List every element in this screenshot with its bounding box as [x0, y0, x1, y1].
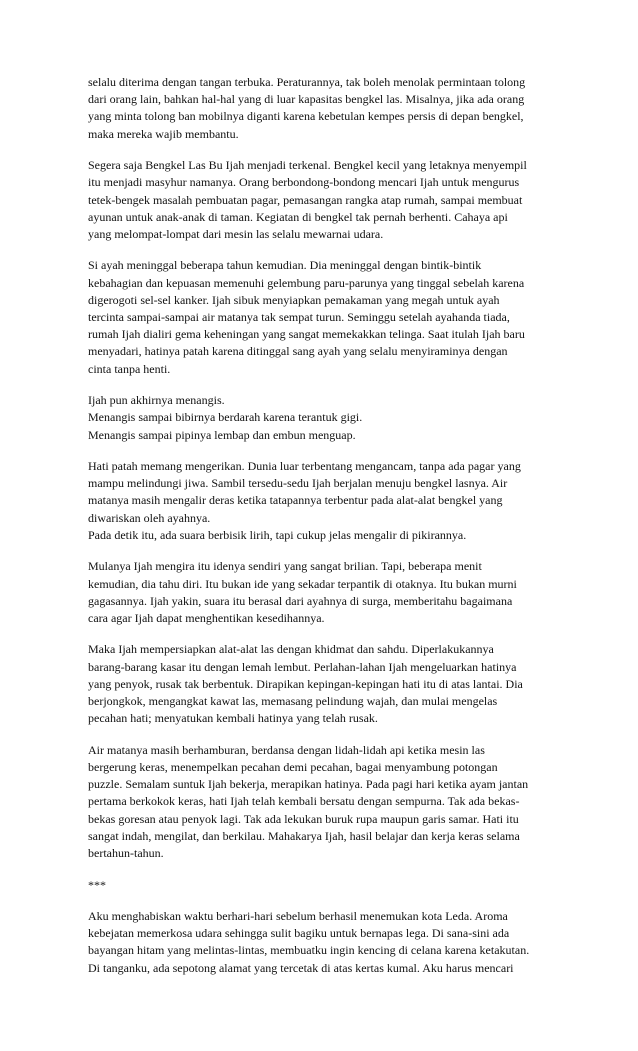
paragraph: selalu diterima dengan tangan terbuka. Peraturannya, tak boleh menolak permintaan tolong dari orang lain, bahkan hal-hal yang di luar kapasitas bengkel las. Misalnya, jika ada orang yang minta tolong ban mobilnya diganti karena kebetulan kempes persis di depan bengkel, maka mereka wajib membantu. — [88, 75, 526, 141]
paragraph: Mulanya Ijah mengira itu idenya sendiri yang sangat brilian. Tapi, beberapa menit kemudian, dia tahu diri. Itu bukan ide yang sekadar terpantik di otaknya. Itu bukan murni gagasannya. Ijah yakin, suara itu berasal dari ayahnya di surga, memberitahu bagaimana cara agar Ijah dapat menghentikan kesedihannya. — [88, 559, 517, 625]
paragraph: Segera saja Bengkel Las Bu Ijah menjadi terkenal. Bengkel kecil yang letaknya menyempil itu menjadi masyhur namanya. Orang berbondong-bondong mencari Ijah untuk mengurus tetek-bengek masalah pembuatan pagar, pemasangan rangka atap rumah, sampai membuat ayunan untuk anak-anak di taman. Kegiatan di bengkel tak pernah berhenti. Cahaya api yang melompat-lompat dari mesin las selalu mewarnai udara. — [88, 158, 527, 241]
paragraph: Si ayah meninggal beberapa tahun kemudian. Dia meninggal dengan bintik-bintik kebahagian dan kepuasan memenuhi gelembung paru-parunya yang tinggal sebelah karena digerogoti sel-sel kanker. Ijah sibuk menyiapkan pemakaman yang megah untuk ayah tercinta sampai-sampai air matanya tak sempat turun. Seminggu setelah ayahanda tiada, rumah Ijah dialiri gema keheningan yang sangat memekakkan telinga. Saat itulah Ijah baru menyadari, hatinya patah karena ditinggal sang ayah yang selalu menyiraminya dengan cinta tanpa henti. — [88, 258, 525, 376]
paragraph: Ijah pun akhirnya menangis. Menangis sampai bibirnya berdarah karena terantuk gigi. Menangis sampai pipinya lembap dan embun menguap. — [88, 393, 363, 442]
section-separator: *** — [88, 877, 106, 892]
paragraph: Maka Ijah mempersiapkan alat-alat las dengan khidmat dan sahdu. Diperlakukannya barang-barang kasar itu dengan lemah lembut. Perlahan-lahan Ijah mengeluarkan hatinya yang penyok, rusak tak berbentuk. Dirapikan kepingan-kepingan hati itu di atas lantai. Dia berjongkok, mengangkat kawat las, memasang pelindung wajah, dan mulai mengelas pecahan hati; menyatukan kembali hatinya yang telah rusak. — [88, 642, 523, 726]
document-page — [88, 74, 558, 991]
paragraph: Aku menghabiskan waktu berhari-hari sebelum berhasil menemukan kota Leda. Aroma kebejatan memerkosa udara sehingga sulit bagiku untuk bernapas lega. Di sana-sini ada bayangan hitam yang melintas-lintas, membuatku ingin kencing di celana karena ketakutan. Di tanganku, ada sepotong alamat yang tercetak di atas kertas kumal. Aku harus mencari — [88, 909, 530, 975]
paragraph: Air matanya masih berhamburan, berdansa dengan lidah-lidah api ketika mesin las bergerung keras, menempelkan pecahan demi pecahan, bagai menyambung potongan puzzle. Semalam suntuk Ijah bekerja, merapikan hatinya. Pada pagi hari ketika ayam jantan pertama berkokok keras, hati Ijah telah kembali bersatu dengan sempurna. Tak ada bekas- bekas goresan atau penyok lagi. Tak ada lekukan buruk rupa maupun garis samar. Hati itu sangat indah, mengilat, dan berkilau. Mahakarya Ijah, hasil belajar dan kerja keras selama bertahun-tahun. — [88, 742, 529, 860]
paragraph: Hati patah memang mengerikan. Dunia luar terbentang mengancam, tanpa ada pagar yang mampu melindungi jiwa. Sambil tersedu-sedu Ijah berjalan menuju bengkel lasnya. Air matanya masih mengalir deras ketika tatapannya terbentur pada alat-alat bengkel yang diwariskan oleh ayahnya. Pada detik itu, ada suara berbisik lirih, tapi cukup jelas mengalir di pikirannya. — [88, 459, 521, 542]
